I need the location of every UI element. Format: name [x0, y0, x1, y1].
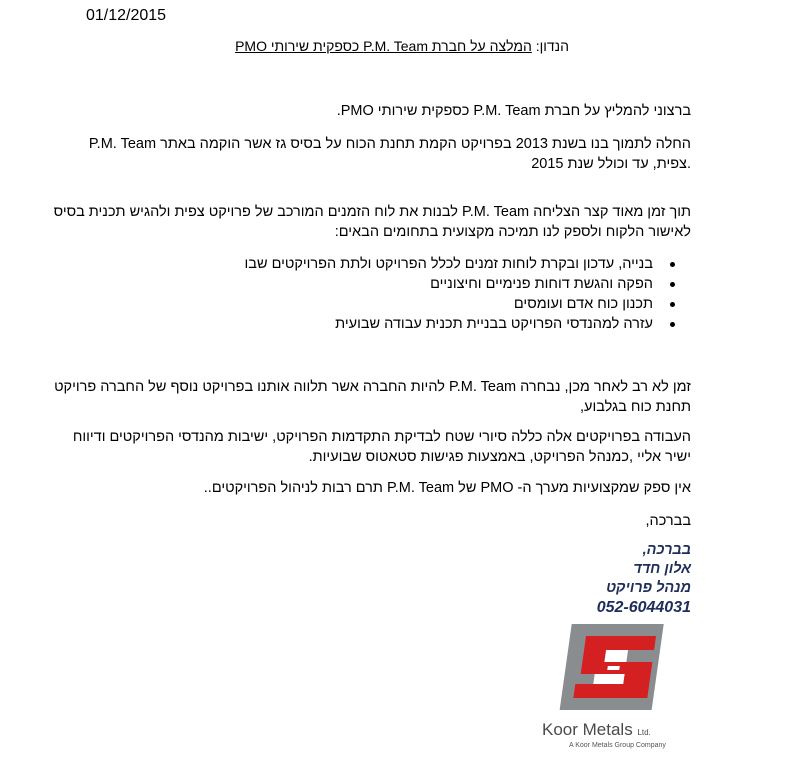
letter-date: 01/12/2015 — [86, 7, 167, 24]
paragraph-second-project: זמן לא רב לאחר מכן, נבחרה P.M. Team להיות החברה אשר תלווה אותנו בפרויקט נוסף של החברה פרויקט תחנת כוח בגלבוע, — [54, 379, 691, 415]
bullet-icon — [670, 302, 675, 307]
subject-text: המלצה על חברת P.M. Team כספקית שירותי PMO — [235, 38, 532, 54]
signature-closing: בברכה, — [642, 542, 691, 558]
bullet-icon — [670, 322, 675, 327]
paragraph-background: P.M. Team החלה לתמוך בנו בשנת 2013 בפרויקט הקמת תחנת הכוח על בסיס גז אשר הוקמה באתר צפית, עד וכולל שנת 2015. — [88, 136, 691, 172]
paragraph-regards: בברכה, — [645, 513, 691, 529]
subject-label: הנדון: — [535, 38, 569, 54]
subject-line — [235, 38, 569, 54]
signature-phone: 052-6044031 — [596, 599, 691, 616]
paragraph-intro: ברצוני להמליץ על חברת P.M. Team כספקית שירותי PMO. — [336, 103, 691, 119]
list-item: תכנון כוח אדם ועומסים — [91, 294, 691, 314]
bullet-icon — [670, 262, 675, 267]
signature-name: אלון חדד — [633, 561, 691, 577]
koor-metals-logo-icon — [558, 622, 670, 712]
list-item: בנייה, עדכון ובקרת לוחות זמנים לכלל הפרויקט ולתת הפרויקטים שבו — [91, 254, 691, 274]
signature-title: מנהל פרויקט — [606, 580, 691, 596]
signature-block — [597, 541, 691, 617]
paragraph-work-scope: העבודה בפרויקטים אלה כללה סיורי שטח לבדיקת התקדמות הפרויקט, ישיבות מהנדסי הפרויקטים ודיווח ישיר אליי ,כמנהל הפרויקט, באמצעות פגישות סטאטוס שבועיות. — [72, 429, 691, 465]
list-item: עזרה למהנדסי הפרויקט בבניית תכנית עבודה שבועית — [91, 314, 691, 334]
brand-tagline: A Koor Metals Group Company — [569, 742, 666, 749]
paragraph-conclusion: אין ספק שמקצועיות מערך ה- PMO של P.M. Team תרם רבות לניהול הפרויקטים.. — [203, 480, 691, 496]
brand-name: Koor Metals Ltd. — [542, 720, 651, 739]
list-item: הפקה והגשת דוחות פנימיים וחיצוניים — [91, 274, 691, 294]
bullet-icon — [670, 282, 675, 287]
services-list — [91, 254, 691, 334]
paragraph-achievements: תוך זמן מאוד קצר הצליחה P.M. Team לבנות את לוח הזמנים המורכב של פרויקט צפית ולהגיש תכנית בסיס לאישור הלקוח ולספק לנו תמיכה מקצועית בתחומים הבאים: — [53, 204, 691, 240]
